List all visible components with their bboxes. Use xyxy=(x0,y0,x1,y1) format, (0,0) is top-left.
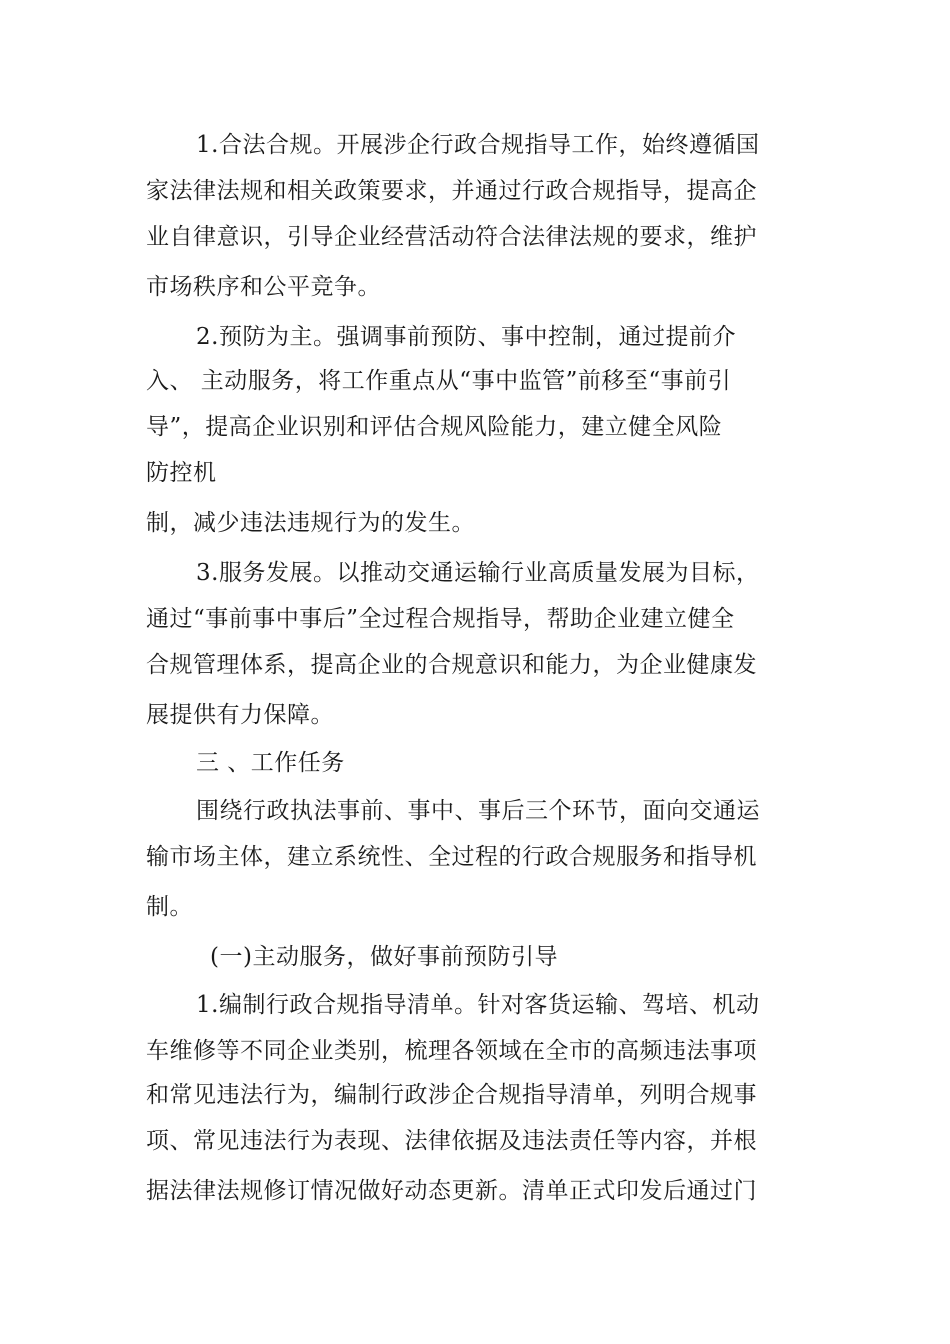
paragraph-line: 车维修等不同企业类别，梳理各领域在全市的高频违法事项 xyxy=(146,1038,757,1064)
paragraph-line: 市场秩序和公平竞争。 xyxy=(146,274,381,300)
subsection-heading: (一)主动服务，做好事前预防引导 xyxy=(210,944,558,970)
paragraph-line: 防控机 xyxy=(146,460,217,486)
paragraph-line: 项、常见违法行为表现、法律依据及违法责任等内容，并根 xyxy=(146,1128,757,1154)
paragraph-line: 制，减少违法违规行为的发生。 xyxy=(146,510,475,536)
paragraph-line: 合规管理体系，提高企业的合规意识和能力，为企业健康发 xyxy=(146,652,757,678)
paragraph-line: 业自律意识，引导企业经营活动符合法律法规的要求，维护 xyxy=(146,224,757,250)
paragraph-line: 展提供有力保障。 xyxy=(146,702,334,728)
paragraph-line: 导”，提高企业识别和评估合规风险能力，建立健全风险 xyxy=(146,414,723,440)
paragraph-line: 1.编制行政合规指导清单。针对客货运输、驾培、机动 xyxy=(196,992,760,1018)
paragraph-line: 和常见违法行为，编制行政涉企合规指导清单，列明合规事 xyxy=(146,1082,757,1108)
paragraph-line: 制。 xyxy=(146,894,193,920)
paragraph-line: 通过“事前事中事后”全过程合规指导，帮助企业建立健全 xyxy=(146,606,735,632)
paragraph-line: 1.合法合规。开展涉企行政合规指导工作，始终遵循国 xyxy=(196,132,760,158)
paragraph-line: 入、 主动服务，将工作重点从“事中监管”前移至“事前引 xyxy=(146,368,732,394)
paragraph-line: 据法律法规修订情况做好动态更新。清单正式印发后通过门 xyxy=(146,1178,757,1204)
paragraph-line: 输市场主体，建立系统性、全过程的行政合规服务和指导机 xyxy=(146,844,757,870)
paragraph-line: 3.服务发展。以推动交通运输行业高质量发展为目标， xyxy=(196,560,760,586)
paragraph-line: 围绕行政执法事前、事中、事后三个环节，面向交通运 xyxy=(196,798,760,824)
paragraph-line: 家法律法规和相关政策要求，并通过行政合规指导，提高企 xyxy=(146,178,757,204)
section-heading: 三 、工作任务 xyxy=(196,750,345,776)
paragraph-line: 2.预防为主。强调事前预防、事中控制，通过提前介 xyxy=(196,324,736,350)
